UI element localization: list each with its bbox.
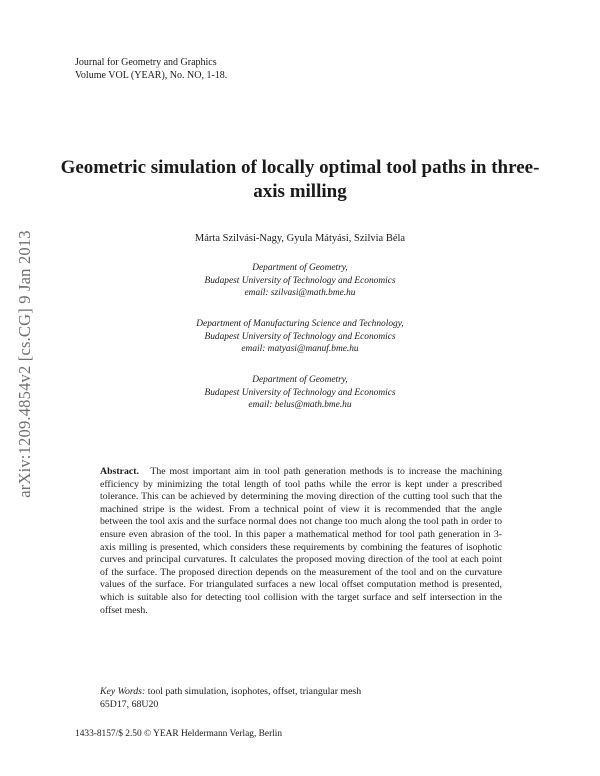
affiliation-3 bbox=[60, 374, 540, 412]
affiliation-university: Budapest University of Technology and Economics bbox=[204, 331, 396, 342]
abstract bbox=[100, 466, 502, 617]
journal-volume: Volume VOL (YEAR), No. NO, 1-18. bbox=[75, 70, 228, 81]
paper-title: Geometric simulation of locally optimal tool paths in three-axis milling bbox=[60, 157, 540, 202]
keywords-text: tool path simulation, isophotes, offset, triangular mesh bbox=[147, 686, 362, 697]
abstract-text: The most important aim in tool path generation methods is to increase the machining efficiency by minimizing the total length of tool paths while the error is kept under a prescribed tolerance. This can be achieved by determining the moving direction of the cutting tool such that the machined stripe is the widest. From a technical point of view it is recommended that the angle between the tool axis and the surface normal does not change too much along the tool path in order to ensure even abrasion of the tool. In this paper a mathematical method for tool path generation in 3-axis milling is presented, which considers these requirements by combining the features of isophotic curves and principal curvatures. It calculates the proposed moving direction of the tool at each point of the surface. The proposed direction depends on the measurement of the tool and on the curvature values of the surface. For triangulated surfaces a new local offset computation method is presented, which is suitable also for detecting tool collision with the target surface and self intersection in the offset mesh. bbox=[100, 466, 502, 616]
arxiv-identifier: arXiv:1209.4854v2 [cs.CG] 9 Jan 2013 bbox=[15, 230, 34, 498]
affiliation-university: Budapest University of Technology and Economics bbox=[204, 387, 396, 398]
journal-header bbox=[75, 56, 227, 82]
affiliation-department: Department of Geometry, bbox=[252, 263, 348, 273]
affiliation-email: email: matyasi@manuf.bme.hu bbox=[241, 344, 359, 355]
affiliation-email: email: belus@math.bme.hu bbox=[248, 400, 352, 411]
affiliation-1 bbox=[60, 262, 540, 300]
copyright-line: 1433-8157/$ 2.50 © YEAR Heldermann Verlag, Berlin bbox=[75, 729, 283, 739]
abstract-label: Abstract. bbox=[100, 466, 139, 477]
affiliation-department: Department of Manufacturing Science and Technology, bbox=[196, 319, 404, 329]
affiliation-email: email: szilvasi@math.bme.hu bbox=[244, 288, 356, 299]
affiliation-university: Budapest University of Technology and Economics bbox=[204, 275, 396, 286]
arxiv-sidebar bbox=[15, 205, 35, 523]
keywords bbox=[100, 686, 361, 699]
msc-classification: 65D17, 68U20 bbox=[100, 699, 159, 710]
journal-name: Journal for Geometry and Graphics bbox=[75, 57, 217, 68]
author-list: Márta Szilvási-Nagy, Gyula Mátyási, Szilvia Béla bbox=[194, 233, 406, 244]
affiliation-department: Department of Geometry, bbox=[252, 375, 348, 385]
keywords-label: Key Words: bbox=[100, 686, 146, 697]
affiliation-2 bbox=[60, 318, 540, 356]
